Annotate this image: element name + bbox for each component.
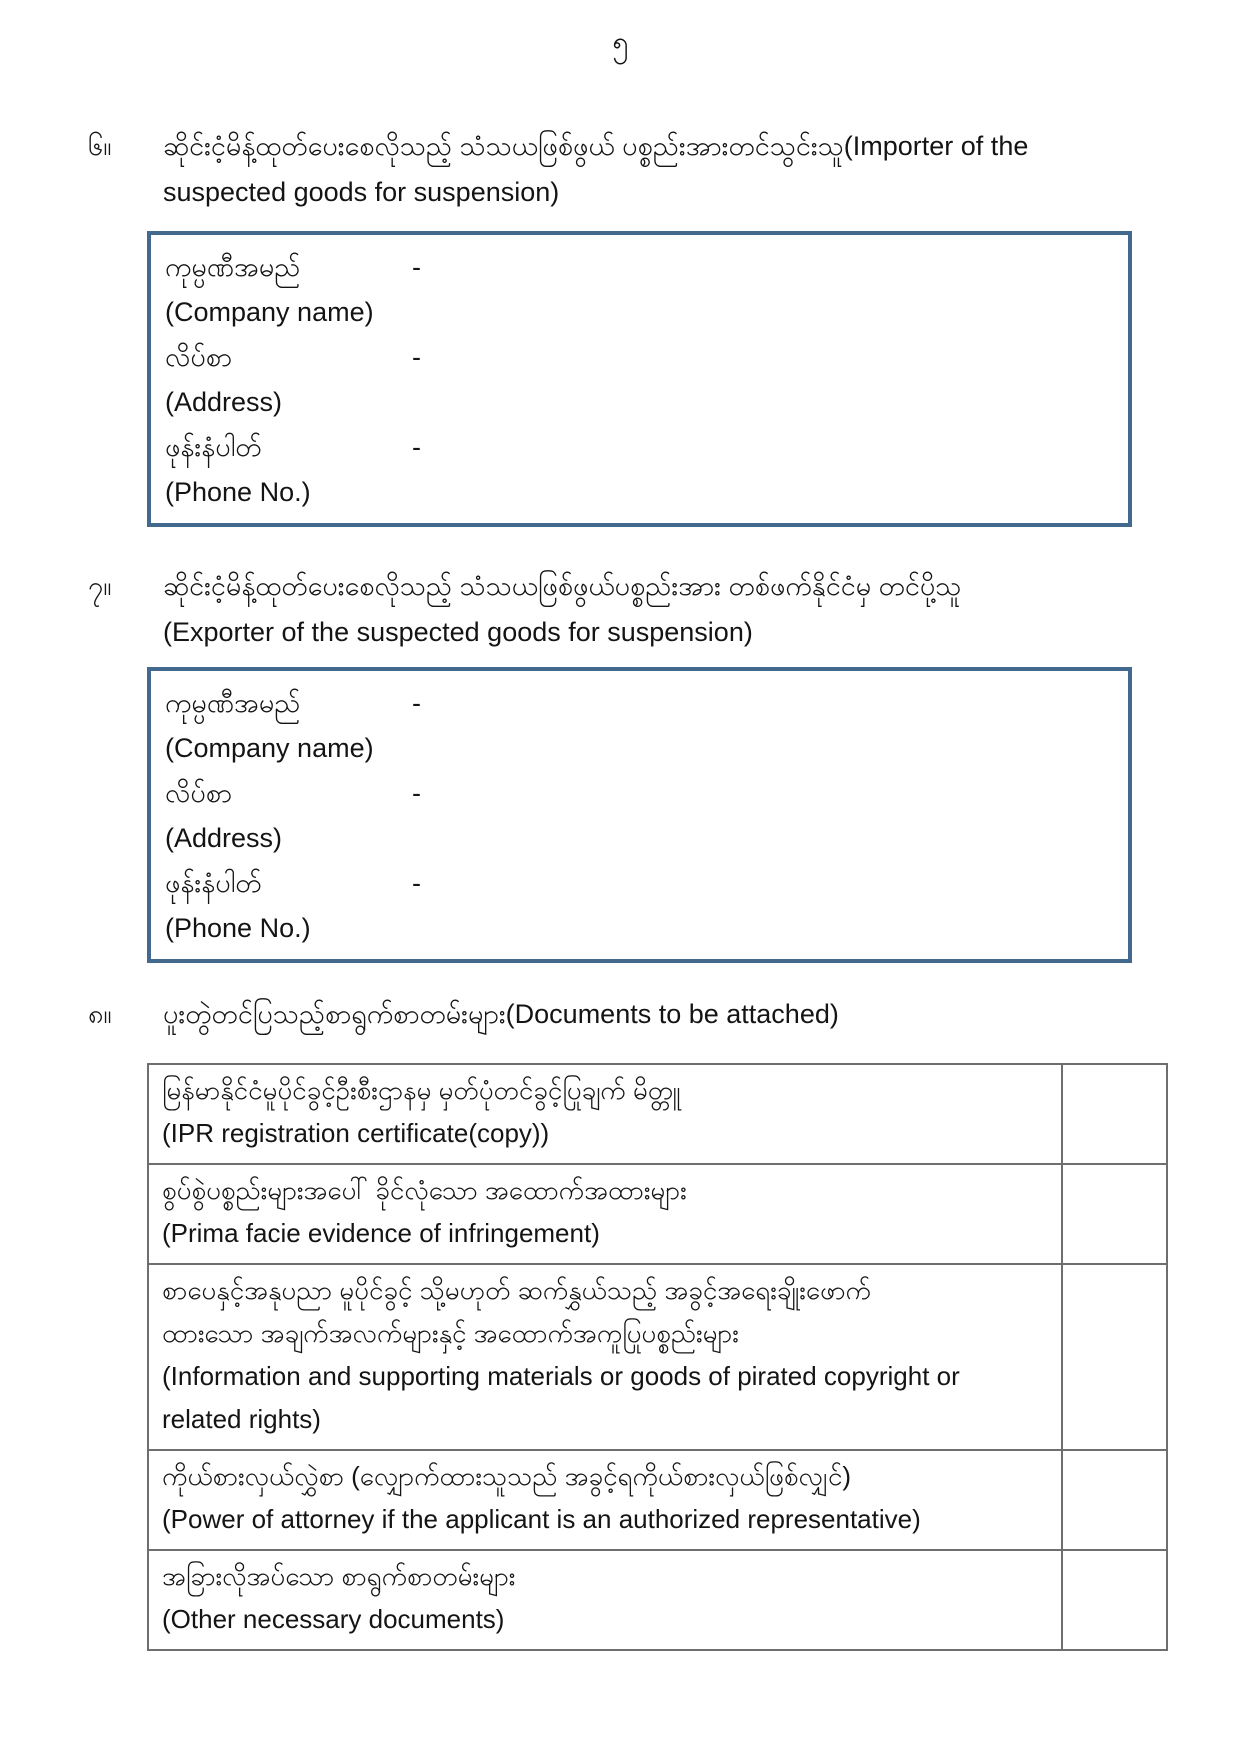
attachment-text-en: (Other necessary documents) xyxy=(162,1604,505,1634)
attachment-description-cell xyxy=(148,1450,1062,1550)
dash-separator: - xyxy=(412,868,421,898)
attachment-text-mm: ကိုယ်စားလှယ်လွှဲစာ (လျှောက်ထားသူသည် အခွင့်ရကိုယ်စားလှယ်ဖြစ်လျှင်) xyxy=(162,1461,852,1491)
importer-phone-label-mm: ဖုန်းနံပါတ် xyxy=(165,432,262,462)
attachment-description-cell xyxy=(148,1164,1062,1264)
section-exporter-heading xyxy=(88,563,1191,655)
exporter-phone-label-mm: ဖုန်းနံပါတ် xyxy=(165,868,262,898)
importer-info-box xyxy=(147,231,1132,527)
section-importer-title-line-1: ဆိုင်းငံ့မိန့်ထုတ်ပေးစေလိုသည့် သံသယဖြစ်ဖွယ် ပစ္စည်းအားတင်သွင်းသူ(Importer of the xyxy=(163,131,1029,161)
exporter-company-label-mm: ကုမ္ပဏီအမည် xyxy=(165,688,301,718)
dash-separator: - xyxy=(412,778,421,808)
attachment-text-mm: ထားသော အချက်အလက်များနှင့် အထောက်အကူပြုပစ္စည်းများ xyxy=(162,1318,739,1348)
attachment-text-mm: စွပ်စွဲပစ္စည်းများအပေါ် ခိုင်လုံသော အထောက်အထားများ xyxy=(162,1175,687,1205)
section-importer-title-line-2: suspected goods for suspension) xyxy=(163,177,560,207)
section-exporter-title-line-2: (Exporter of the suspected goods for suspension) xyxy=(163,617,753,647)
importer-company-label-en: (Company name) xyxy=(165,297,374,327)
attachment-text-en: (Power of attorney if the applicant is an authorized representative) xyxy=(162,1504,921,1534)
table-row xyxy=(148,1264,1167,1450)
attachment-description-cell xyxy=(148,1264,1062,1450)
table-row xyxy=(148,1550,1167,1650)
attachment-text-mm: စာပေနှင့်အနုပညာ မူပိုင်ခွင့် သို့မဟုတ် ဆက်နွှယ်သည့် အခွင့်အရေးချိုးဖောက် xyxy=(162,1275,871,1305)
attachment-text-en: (Information and supporting materials or goods of pirated copyright or xyxy=(162,1361,960,1391)
dash-separator: - xyxy=(412,342,421,372)
exporter-address-label-en: (Address) xyxy=(165,823,283,853)
importer-address-label-mm: လိပ်စာ xyxy=(165,342,232,372)
table-row xyxy=(148,1450,1167,1550)
importer-company-label-mm: ကုမ္ပဏီအမည် xyxy=(165,252,301,282)
attachment-check-cell[interactable] xyxy=(1062,1450,1167,1550)
page-number: ၅ xyxy=(612,27,629,59)
dash-separator: - xyxy=(412,688,421,718)
attachment-check-cell[interactable] xyxy=(1062,1264,1167,1450)
attachments-table xyxy=(147,1063,1168,1651)
attachment-check-cell[interactable] xyxy=(1062,1550,1167,1650)
section-exporter-title-line-1: ဆိုင်းငံ့မိန့်ထုတ်ပေးစေလိုသည့် သံသယဖြစ်ဖွယ်ပစ္စည်းအား တစ်ဖက်နိုင်ငံမှ တင်ပို့သူ xyxy=(163,571,962,601)
section-documents-title: ပူးတွဲတင်ပြသည့်စာရွက်စာတမ်းများ(Documents to be attached) xyxy=(163,999,839,1029)
section-importer-heading xyxy=(88,123,1191,215)
dash-separator: - xyxy=(412,252,421,282)
section-importer-number: ၆။ xyxy=(88,131,112,161)
exporter-phone-label-en: (Phone No.) xyxy=(165,913,311,943)
attachment-description-cell xyxy=(148,1064,1062,1164)
attachment-text-en: related rights) xyxy=(162,1404,321,1434)
table-row xyxy=(148,1064,1167,1164)
attachment-check-cell[interactable] xyxy=(1062,1164,1167,1264)
table-row xyxy=(148,1164,1167,1264)
importer-phone-label-en: (Phone No.) xyxy=(165,477,311,507)
exporter-company-label-en: (Company name) xyxy=(165,733,374,763)
section-documents-number: ၈။ xyxy=(88,999,112,1029)
section-exporter-number: ၇။ xyxy=(88,571,112,601)
attachment-text-mm: အခြားလိုအပ်သော စာရွက်စာတမ်းများ xyxy=(162,1561,516,1591)
attachment-check-cell[interactable] xyxy=(1062,1064,1167,1164)
attachment-text-mm: မြန်မာနိုင်ငံမူပိုင်ခွင့်ဦးစီးဌာနမှ မှတ်ပုံတင်ခွင့်ပြုချက် မိတ္တူ xyxy=(162,1075,681,1105)
exporter-info-box xyxy=(147,667,1132,963)
section-documents-heading xyxy=(88,991,1191,1037)
dash-separator: - xyxy=(412,432,421,462)
attachment-text-en: (Prima facie evidence of infringement) xyxy=(162,1218,600,1248)
attachment-text-en: (IPR registration certificate(copy)) xyxy=(162,1118,550,1148)
importer-address-label-en: (Address) xyxy=(165,387,283,417)
exporter-address-label-mm: လိပ်စာ xyxy=(165,778,232,808)
attachment-description-cell xyxy=(148,1550,1062,1650)
